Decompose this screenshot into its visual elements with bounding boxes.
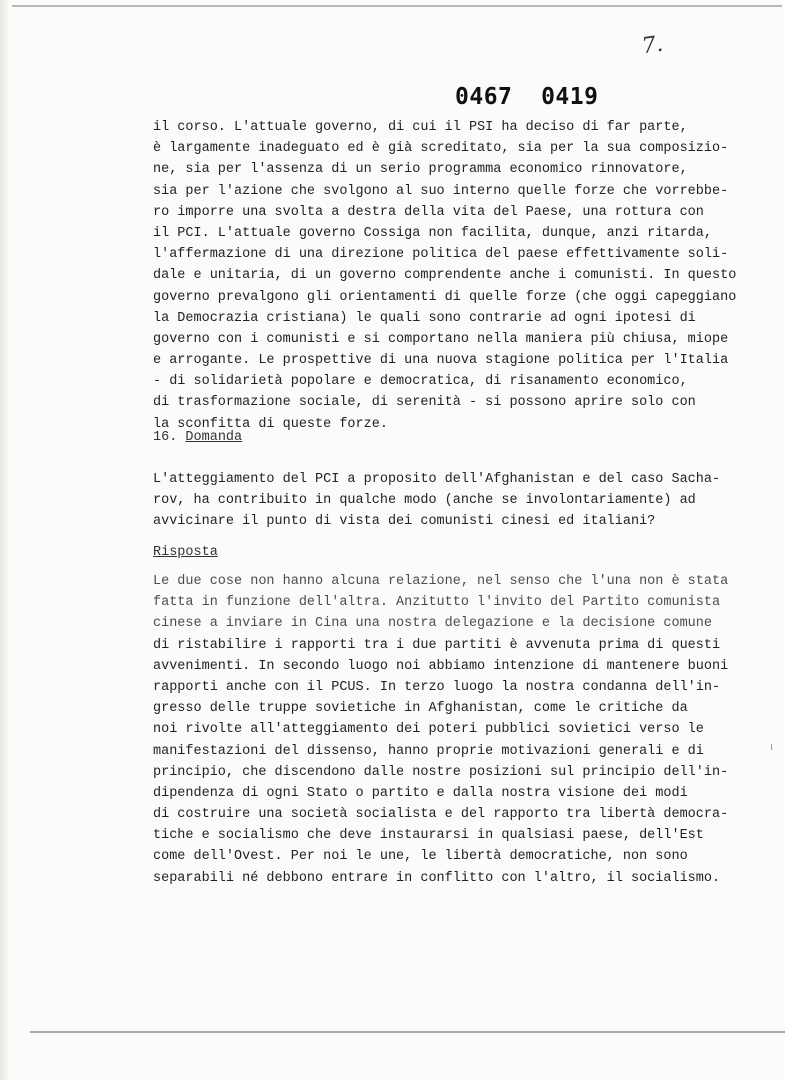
text-line: l'affermazione di una direzione politica del paese effettivamente soli-	[153, 247, 729, 263]
margin-tick-mark: ı	[770, 740, 774, 753]
text-line: L'atteggiamento del PCI a proposito dell'Afghanistan e del caso Sacha-	[153, 472, 721, 487]
top-edge-line	[12, 5, 782, 7]
text-line: è largamente inadeguato ed è già screditato, sia per la sua composizio-	[153, 141, 729, 157]
question-label: Domanda	[185, 430, 243, 445]
text-line: governo con i comunisti e si comportano nella maniera più chiusa, miope	[153, 331, 729, 347]
text-line: avvicinare il punto di vista dei comunisti cinesi ed italiani?	[153, 514, 656, 530]
text-line: sia per l'azione che svolgono al suo interno quelle forze che vorrebbe-	[153, 183, 729, 199]
answer-continued-text	[153, 117, 743, 435]
text-line: ro imporre una svolta a destra della vita del Paese, una rottura con	[153, 204, 704, 220]
bottom-edge-line	[30, 1031, 785, 1033]
text-line: gresso delle truppe sovietiche in Afghanistan, come le critiche da	[153, 701, 688, 717]
text-line: noi rivolte all'atteggiamento dei poteri pubblici sovietici verso le	[153, 722, 704, 738]
handwritten-page-number: 7.	[640, 31, 665, 60]
question-heading	[153, 430, 242, 445]
archive-stamp-number: 0467 0419	[455, 84, 599, 110]
scan-edge-shadow	[0, 0, 10, 1080]
text-line: di costruire una società socialista e del rapporto tra libertà democra-	[153, 807, 729, 823]
text-line: rapporti anche con il PCUS. In terzo luogo la nostra condanna dell'in-	[153, 679, 721, 695]
text-line: e arrogante. Le prospettive di una nuova stagione politica per l'Italia	[153, 353, 729, 369]
text-line: principio, che discendono dalle nostre posizioni sul principio dell'in-	[153, 764, 729, 780]
question-text	[153, 469, 743, 533]
text-line: di ristabilire i rapporti tra i due partiti è avvenuta prima di questi	[153, 637, 721, 653]
text-line: - di solidarietà popolare e democratica, di risanamento economico,	[153, 374, 688, 390]
text-line: dipendenza di ogni Stato o partito e dalla nostra visione dei modi	[153, 785, 688, 801]
answer-heading	[153, 545, 218, 560]
answer-label: Risposta	[153, 545, 218, 560]
text-line: fatta in funzione dell'altra. Anzitutto l'invito del Partito comunista	[153, 595, 721, 611]
text-line: il corso. L'attuale governo, di cui il PSI ha deciso di far parte,	[153, 120, 688, 135]
text-line: governo prevalgono gli orientamenti di quelle forze (che oggi capeggiano	[153, 289, 737, 305]
text-line: tiche e socialismo che deve instaurarsi in qualsiasi paese, dell'Est	[153, 828, 704, 844]
text-line: dale e unitaria, di un governo comprendente anche i comunisti. In questo	[153, 268, 737, 284]
text-line: ne, sia per l'assenza di un serio programma economico rinnovatore,	[153, 162, 688, 178]
text-line: Le due cose non hanno alcuna relazione, nel senso che l'una non è stata	[153, 574, 729, 589]
text-line: la Democrazia cristiana) le quali sono contrarie ad ogni ipotesi di	[153, 310, 696, 326]
text-line: come dell'Ovest. Per noi le une, le libertà democratiche, non sono	[153, 849, 688, 865]
text-line: di trasformazione sociale, di serenità - si possono aprire solo con	[153, 395, 696, 411]
text-line: manifestazioni del dissenso, hanno proprie motivazioni generali e di	[153, 743, 704, 759]
text-line: la sconfitta di queste forze.	[153, 416, 388, 432]
text-line: separabili né debbono entrare in conflitto con l'altro, il socialismo.	[153, 870, 721, 886]
text-line: il PCI. L'attuale governo Cossiga non facilita, dunque, anzi ritarda,	[153, 225, 712, 241]
text-line: rov, ha contribuito in qualche modo (anche se involontariamente) ad	[153, 493, 696, 509]
answer-text	[153, 571, 743, 889]
text-line: cinese a inviare in Cina una nostra delegazione e la decisione comune	[153, 616, 712, 632]
text-line: avvenimenti. In secondo luogo noi abbiamo intenzione di mantenere buoni	[153, 658, 729, 674]
question-number: 16.	[153, 430, 178, 445]
